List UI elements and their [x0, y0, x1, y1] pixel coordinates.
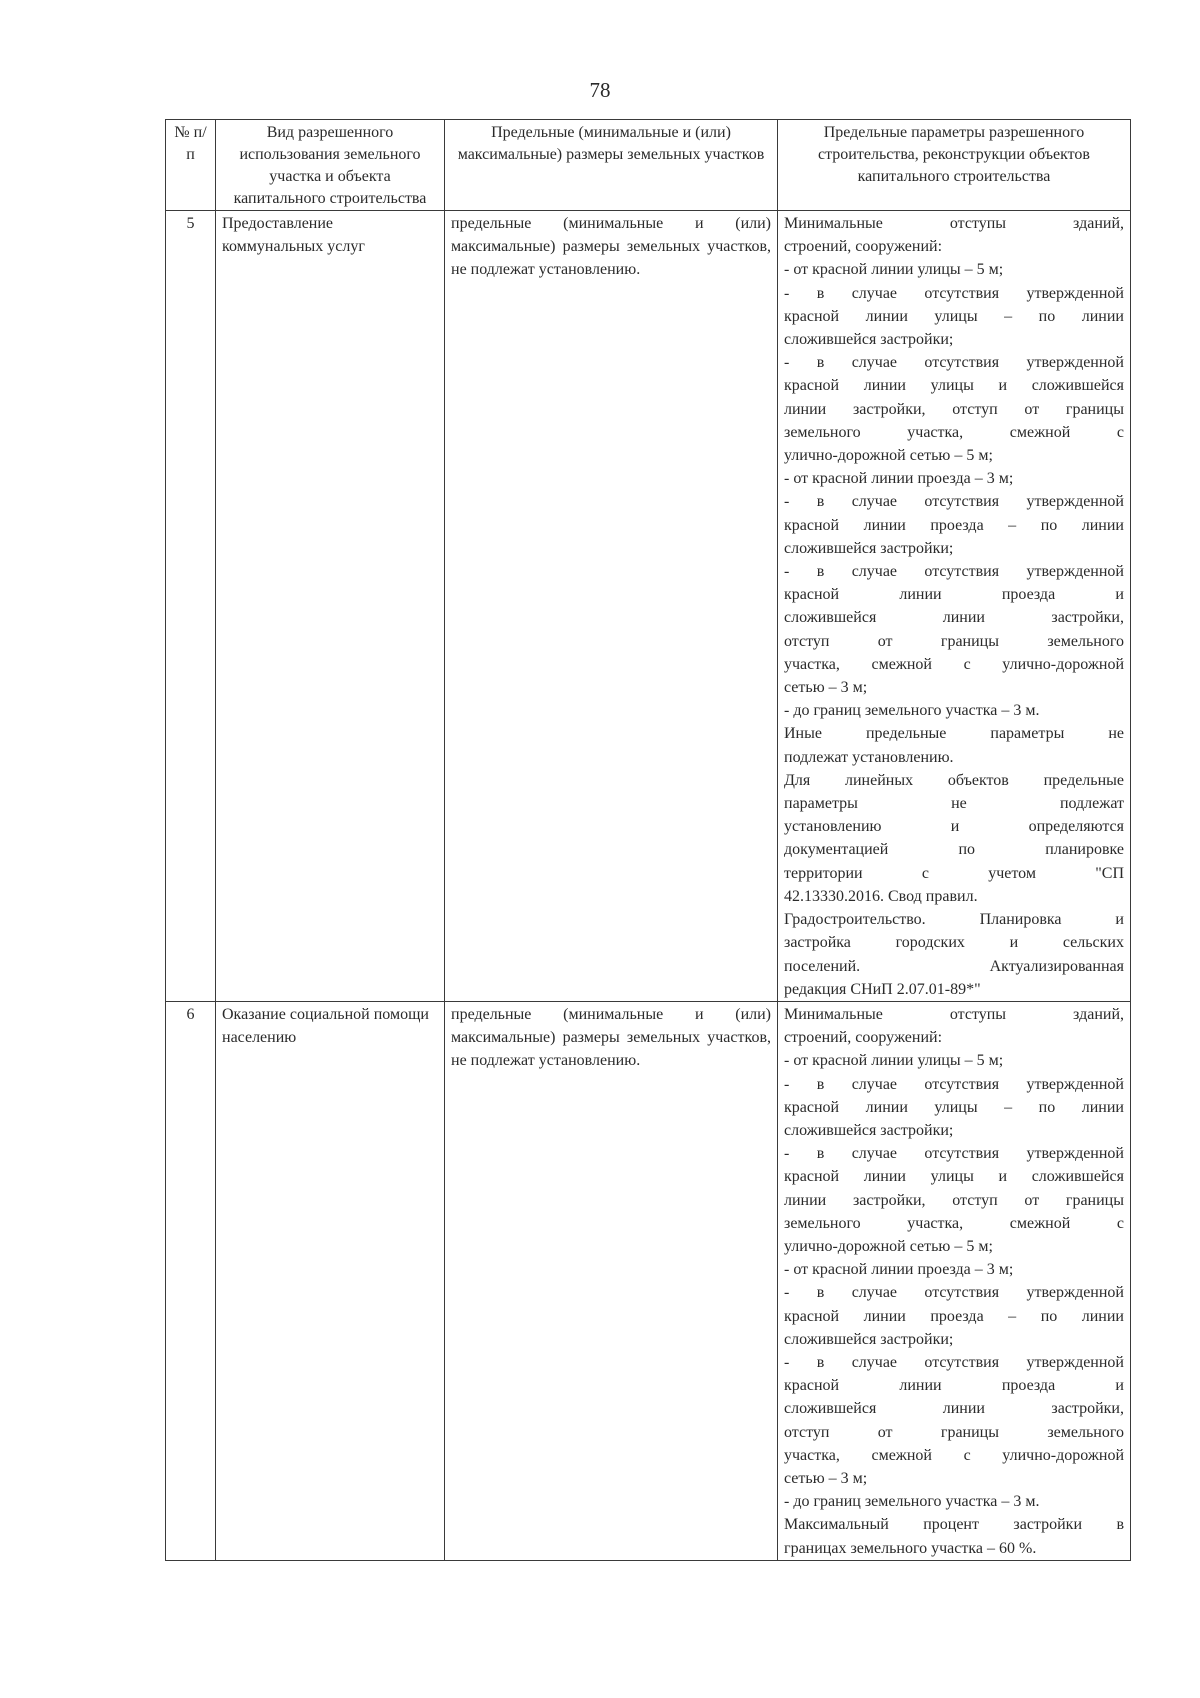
- param-line: редакция СНиП 2.07.01-89*": [784, 980, 981, 998]
- param-line: - в случае отсутствия утвержденной: [784, 284, 1124, 302]
- param-line: красной линии проезда и: [784, 1377, 1124, 1395]
- param-line: сетью – 3 м;: [784, 679, 868, 697]
- param-line: территории с учетом "СП: [784, 864, 1124, 882]
- header-construction-params: Предельные параметры разрешенного строительства, реконструкции объектов капитального строительства: [778, 120, 1131, 211]
- param-line: - от красной линии проезда – 3 м;: [784, 470, 1014, 488]
- param-line: 42.13330.2016. Свод правил.: [784, 887, 978, 905]
- header-num: № п/п: [166, 120, 216, 211]
- param-line: красной линии проезда – по линии: [784, 516, 1124, 534]
- param-line: сложившейся застройки;: [784, 539, 954, 557]
- param-line: отступ от границы земельного: [784, 1423, 1124, 1441]
- header-use-type: Вид разрешенного использования земельного участка и объекта капитального строительства: [216, 120, 445, 211]
- table-row: [166, 1001, 1131, 1560]
- row-use-type: Предоставление коммунальных услуг: [216, 211, 445, 1002]
- param-line: Минимальные отступы зданий,: [784, 1005, 1124, 1023]
- param-line: красной линии улицы и сложившейся: [784, 1168, 1124, 1186]
- param-line: улично-дорожной сетью – 5 м;: [784, 447, 993, 465]
- param-line: красной линии проезда – по линии: [784, 1307, 1124, 1325]
- param-line: - от красной линии улицы – 5 м;: [784, 261, 1004, 279]
- param-line: - в случае отсутствия утвержденной: [784, 1284, 1124, 1302]
- param-line: сетью – 3 м;: [784, 1469, 868, 1487]
- regulations-table: [165, 119, 1131, 1561]
- header-plot-sizes: Предельные (минимальные и (или) максимальные) размеры земельных участков: [445, 120, 778, 211]
- param-line: красной линии улицы и сложившейся: [784, 377, 1124, 395]
- param-line: - от красной линии проезда – 3 м;: [784, 1261, 1014, 1279]
- row-construction-params: [778, 1001, 1131, 1560]
- param-line: сложившейся застройки;: [784, 1121, 954, 1139]
- row-construction-params: [778, 211, 1131, 1002]
- param-line: сложившейся застройки;: [784, 331, 954, 349]
- param-line: красной линии улицы – по линии: [784, 1098, 1124, 1116]
- param-line: поселений. Актуализированная: [784, 957, 1124, 975]
- param-line: улично-дорожной сетью – 5 м;: [784, 1237, 993, 1255]
- param-line: - в случае отсутствия утвержденной: [784, 1353, 1124, 1371]
- param-line: границах земельного участка – 60 %.: [784, 1539, 1037, 1557]
- page-number: 78: [589, 78, 611, 102]
- param-line: земельного участка, смежной с: [784, 423, 1124, 441]
- row-plot-sizes: предельные (минимальные и (или) максимальные) размеры земельных участков, не подлежат установлению.: [445, 1001, 778, 1560]
- param-line: документацией по планировке: [784, 841, 1124, 859]
- param-line: установлению и определяются: [784, 818, 1124, 836]
- param-line: сложившейся линии застройки,: [784, 609, 1124, 627]
- param-line: - до границ земельного участка – 3 м.: [784, 702, 1040, 720]
- param-line: строений, сооружений:: [784, 238, 943, 256]
- param-line: линии застройки, отступ от границы: [784, 400, 1124, 418]
- param-line: параметры не подлежат: [784, 795, 1124, 813]
- param-line: - в случае отсутствия утвержденной: [784, 354, 1124, 372]
- param-line: красной линии проезда и: [784, 586, 1124, 604]
- param-line: сложившейся линии застройки,: [784, 1400, 1124, 1418]
- param-line: участка, смежной с улично-дорожной: [784, 655, 1124, 673]
- row-num: 5: [166, 211, 216, 1002]
- param-line: участка, смежной с улично-дорожной: [784, 1446, 1124, 1464]
- param-line: - от красной линии улицы – 5 м;: [784, 1052, 1004, 1070]
- param-line: застройка городских и сельских: [784, 934, 1124, 952]
- param-line: Для линейных объектов предельные: [784, 771, 1124, 789]
- param-line: земельного участка, смежной с: [784, 1214, 1124, 1232]
- param-line: Градостроительство. Планировка и: [784, 911, 1124, 929]
- param-line: - в случае отсутствия утвержденной: [784, 563, 1124, 581]
- param-line: красной линии улицы – по линии: [784, 307, 1124, 325]
- param-line: - в случае отсутствия утвержденной: [784, 493, 1124, 511]
- param-line: Минимальные отступы зданий,: [784, 215, 1124, 232]
- table-header-row: [166, 120, 1131, 211]
- param-line: - в случае отсутствия утвержденной: [784, 1145, 1124, 1163]
- row-use-type: Оказание социальной помощи населению: [216, 1001, 445, 1560]
- param-line: подлежат установлению.: [784, 748, 954, 766]
- param-line: линии застройки, отступ от границы: [784, 1191, 1124, 1209]
- param-line: сложившейся застройки;: [784, 1330, 954, 1348]
- param-line: Иные предельные параметры не: [784, 725, 1124, 743]
- table-row: [166, 211, 1131, 1002]
- param-line: Максимальный процент застройки в: [784, 1516, 1124, 1534]
- param-line: отступ от границы земельного: [784, 632, 1124, 650]
- param-line: - в случае отсутствия утвержденной: [784, 1075, 1124, 1093]
- row-num: 6: [166, 1001, 216, 1560]
- row-plot-sizes: предельные (минимальные и (или) максимальные) размеры земельных участков, не подлежат установлению.: [445, 211, 778, 1002]
- param-line: - до границ земельного участка – 3 м.: [784, 1493, 1040, 1511]
- param-line: строений, сооружений:: [784, 1029, 943, 1047]
